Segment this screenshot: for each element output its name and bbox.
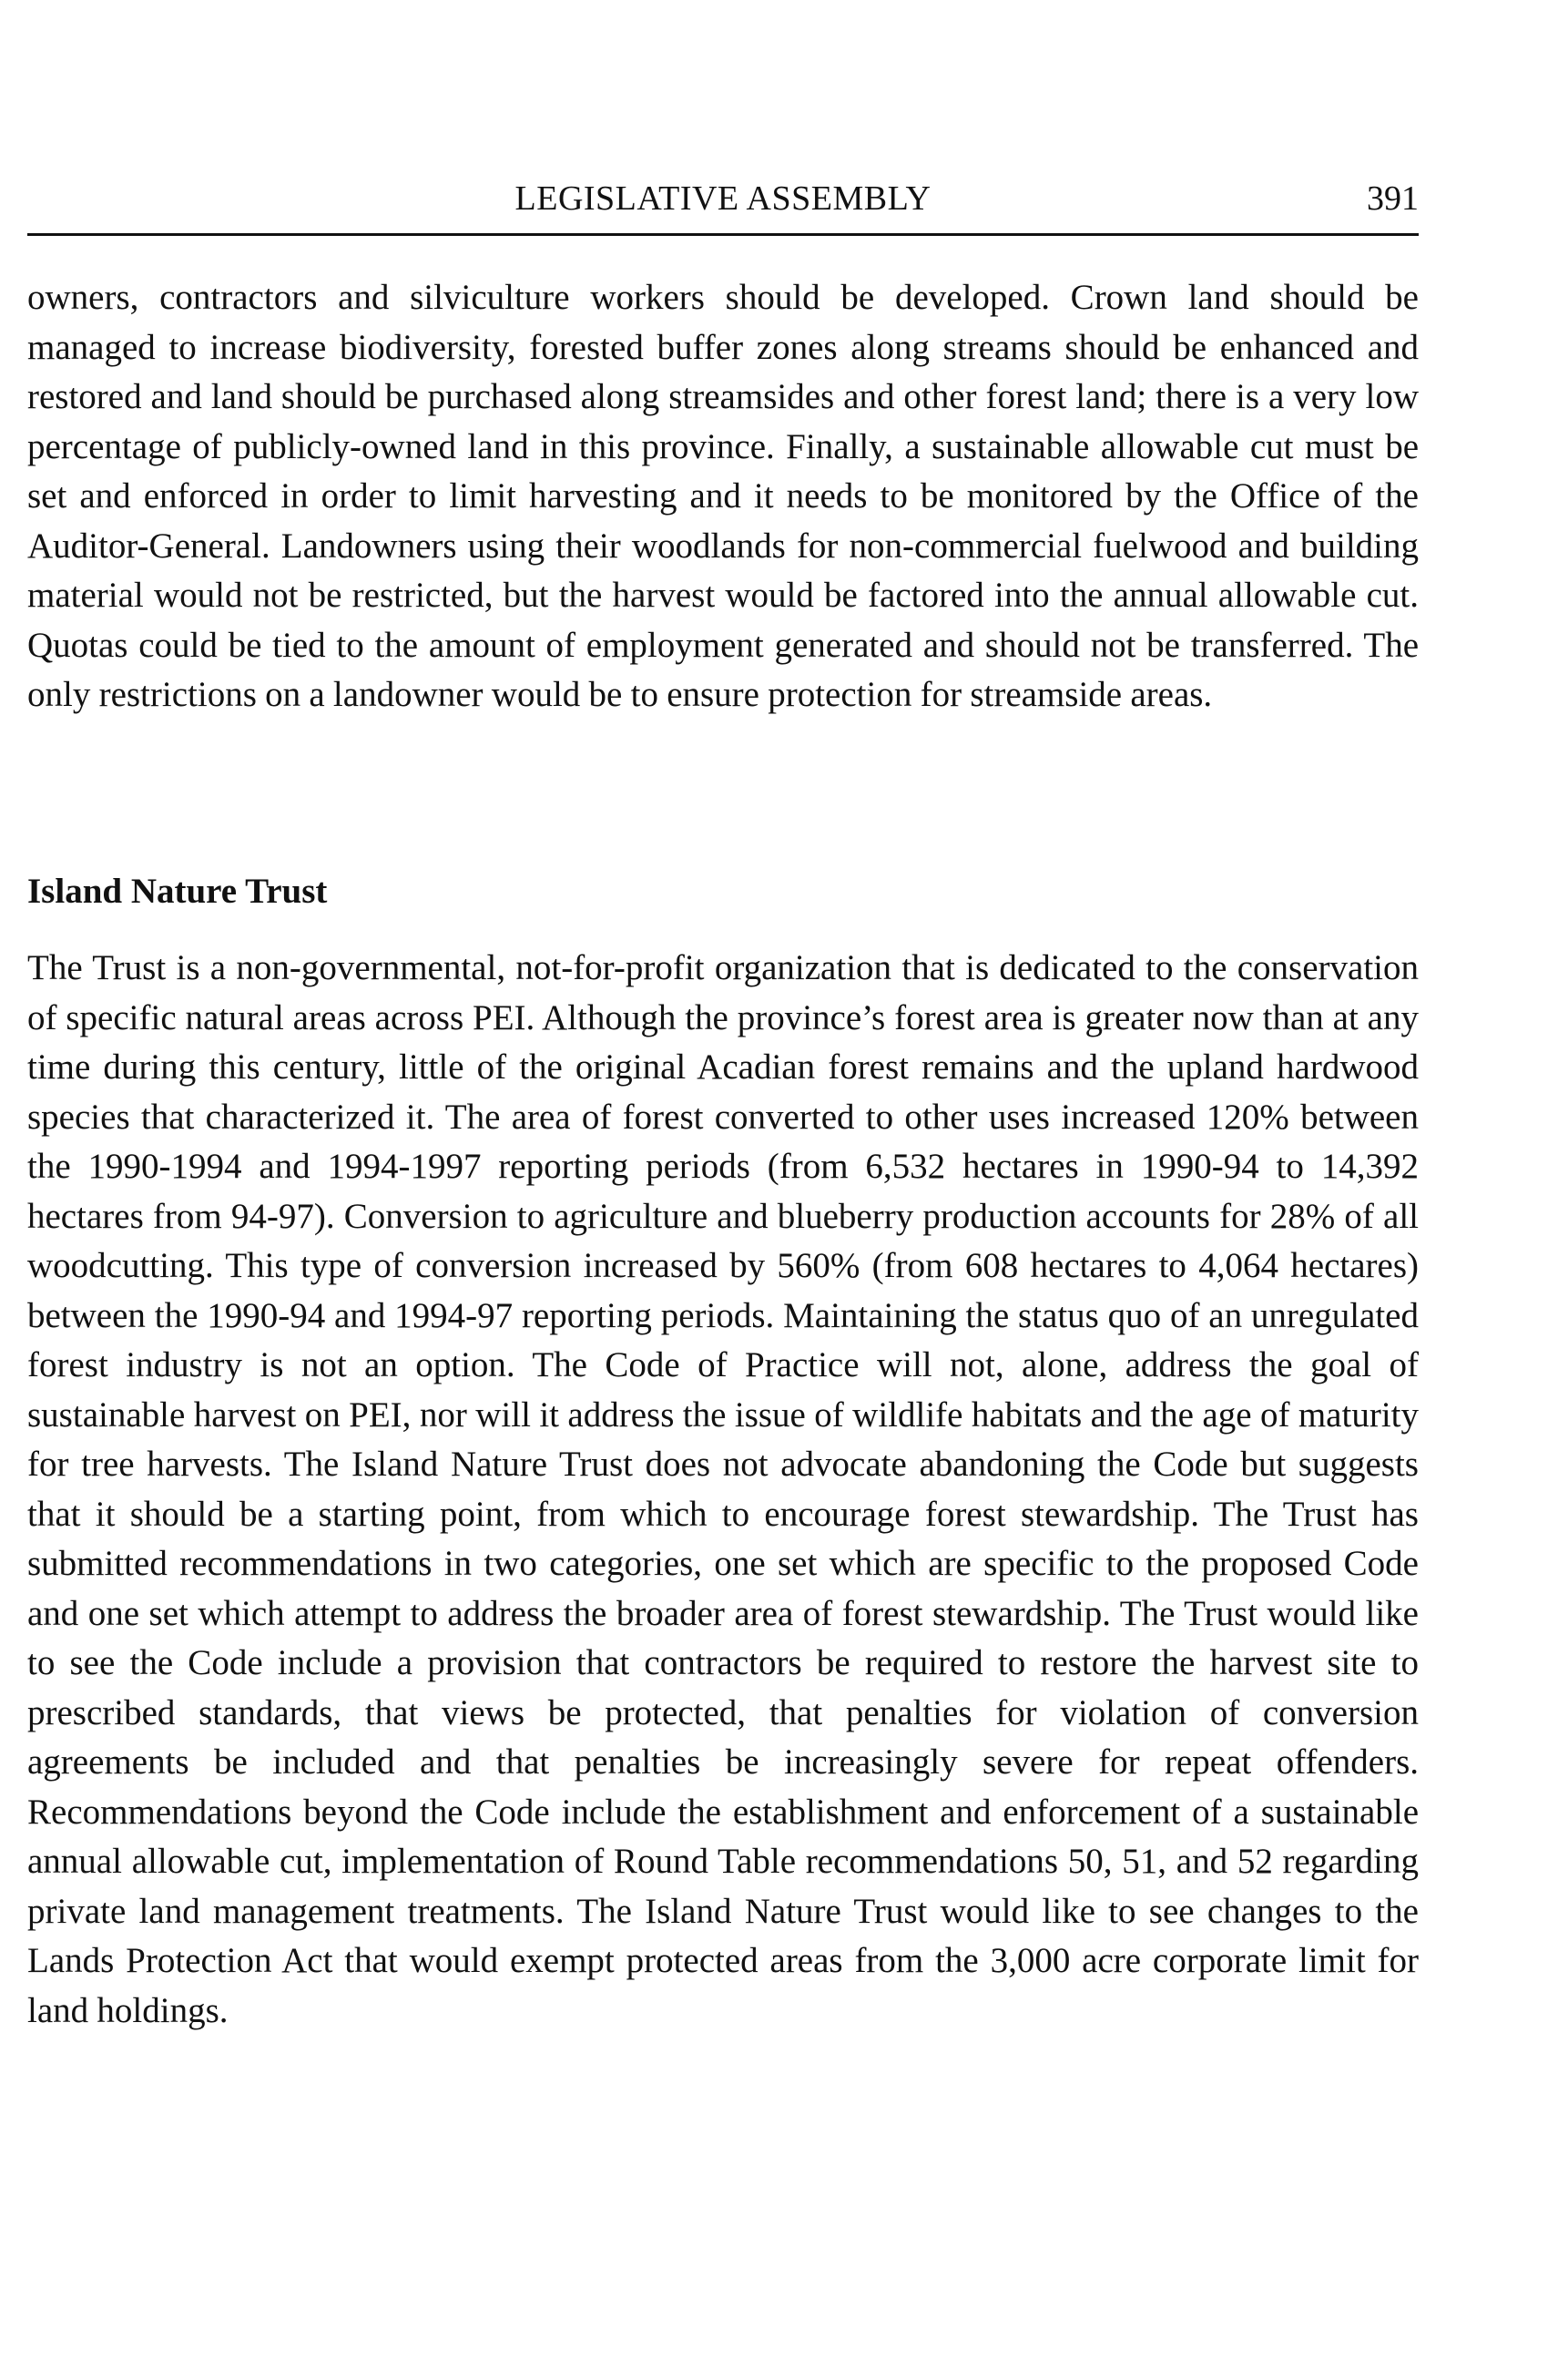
body-paragraph-continued: owners, contractors and silviculture workers should be developed. Crown land should be managed to increase biodiversity, forested buffer zones along streams should be enhanced and restored and land should be purchased along streamsides and other forest land; there is a very low percentage of publicly-owned land in this province. Finally, a sustainable allowable cut must be set and enforced in order to limit harvesting and it needs to be monitored by the Office of the Auditor-General. Landowners using their woodlands for non-commercial fuelwood and building material would not be restricted, but the harvest would be factored into the annual allowable cut. Quotas could be tied to the amount of employment generated and should not be transferred. The only restrictions on a landowner would be to ensure protection for streamside areas. bbox=[27, 278, 1419, 714]
section-heading: Island Nature Trust bbox=[27, 872, 328, 911]
running-header bbox=[27, 173, 1419, 236]
running-header-title: LEGISLATIVE ASSEMBLY bbox=[514, 179, 932, 218]
page-number: 391 bbox=[1367, 179, 1419, 218]
body-paragraph-island-nature-trust: The Trust is a non-governmental, not-for-profit organization that is dedicated to the conservation of specific natural areas across PEI. Although the province’s forest area is greater now than at any time during this century, little of the original Acadian forest remains and the upland hardwood species that characterized it. The area of forest converted to other uses increased 120% between the 1990-1994 and 1994-1997 reporting periods (from 6,532 hectares in 1990-94 to 14,392 hectares from 94-97). Conversion to agriculture and blueberry production accounts for 28% of all woodcutting. This type of conversion increased by 560% (from 608 hectares to 4,064 hectares) between the 1990-94 and 1994-97 reporting periods. Maintaining the status quo of an unregulated forest industry is not an option. The Code of Practice will not, alone, address the goal of sustainable harvest on PEI, nor will it address the issue of wildlife habitats and the age of maturity for tree harvests. The Island Nature Trust does not advocate abandoning the Code but suggests that it should be a starting point, from which to encourage forest stewardship. The Trust has submitted recommendations in two categories, one set which are specific to the proposed Code and one set which attempt to address the broader area of forest stewardship. The Trust would like to see the Code include a provision that contractors be required to restore the harvest site to prescribed standards, that views be protected, that penalties for violation of conversion agreements be included and that penalties be increasingly severe for repeat offenders. Recommendations beyond the Code include the establishment and enforcement of a sustainable annual allowable cut, implementation of Round Table recommendations 50, 51, and 52 regarding private land management treatments. The Island Nature Trust would like to see changes to the Lands Protection Act that would exempt protected areas from the 3,000 acre corporate limit for land holdings. bbox=[27, 948, 1419, 2030]
